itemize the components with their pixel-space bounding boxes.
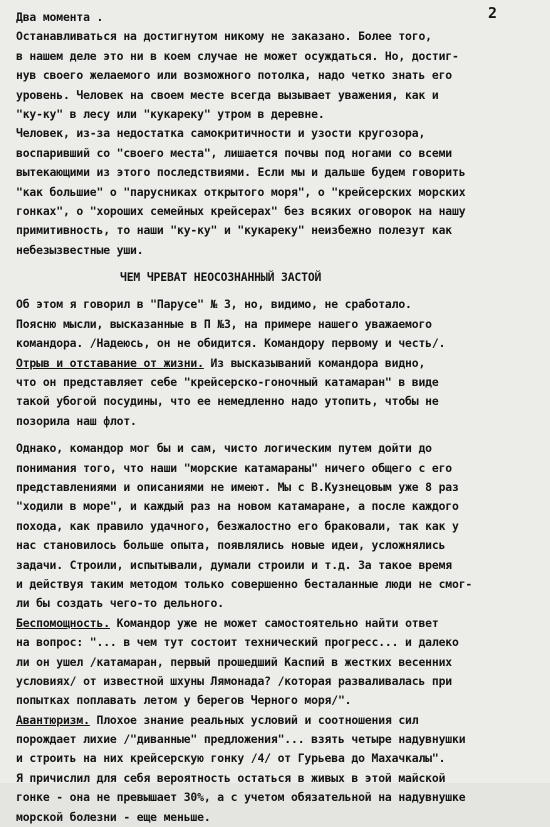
text-line: ли бы создать чего-то дельного. xyxy=(16,596,224,611)
text-line: порождает лихие /"диванные" предложения"... взять четыре надувнушки xyxy=(16,732,466,747)
text-line: воспаривший со "своего места", лишается почвы под ногами со всеми xyxy=(16,145,453,160)
text-line: похода, как правило удачного, безжалостно его браковали, так как у xyxy=(16,518,459,533)
text-line: Человек, из-за недостатка самокритичности и узости кругозора, xyxy=(16,126,426,141)
text-line: представлениями и описаниями не имеют. Мы с В.Кузнецовым уже 8 раз xyxy=(16,479,459,494)
text-line: "ходили в море", и каждый раз на новом катамаране, а после каждого xyxy=(16,499,459,514)
text-line: задачи. Строили, испытывали, думали строили и т.д. За такое время xyxy=(16,557,453,572)
text-line: что он представляет себе "крейсерско-гоночный катамаран" в виде xyxy=(16,375,439,390)
text-line: Два момента . xyxy=(16,10,104,24)
text-line: гонке - она не превышает 30%, а с учетом обязательной на надувнушке xyxy=(16,790,466,805)
text-line xyxy=(16,354,544,373)
text-line: на вопрос: "... в чем тут состоит технический прогресс... и далеко xyxy=(16,635,459,650)
text-line: морской болезни - еще меньше. xyxy=(16,809,211,824)
underlined-term: Отрыв и отставание от жизни. xyxy=(16,355,204,370)
text-line: Поясню мысли, высказанные в П №3, на примере нашего уважаемого xyxy=(16,316,432,331)
text-line: небезызвестные уши. xyxy=(16,242,144,257)
text-line: условиях/ от известной шхуны Лямонада? /которая разваливалась при xyxy=(16,673,453,688)
line-remainder: Из высказываний командора видно, xyxy=(203,355,426,370)
text-line: попытках поплавать летом у берегов Черного моря/". xyxy=(16,693,352,708)
text-line: уровень. Человек на своем месте всегда вызывает уважения, как и xyxy=(16,87,439,102)
underlined-term: Беспомощность. xyxy=(16,615,110,630)
document-body xyxy=(16,8,544,827)
text-line: и действуя таким методом только совершенно бесталанные люди не смог- xyxy=(16,576,473,591)
paragraph-gap xyxy=(16,287,544,295)
text-line: гонках", о "хороших семейных крейсерах" без всяких оговорок на нашу xyxy=(16,203,466,218)
paragraph-gap xyxy=(16,431,544,439)
line-remainder: Плохое знание реальных условий и соотношения сил xyxy=(89,712,419,727)
text-line: "как большие" о "парусниках открытого моря", о "крейсерских морских xyxy=(16,184,466,199)
text-line: Я причислил для себя вероятность остаться в живых в этой майской xyxy=(16,770,446,785)
underlined-term: Авантюризм. xyxy=(16,712,90,727)
text-line: Об этом я говорил в "Парусе" № 3, но, видимо, не сработало. xyxy=(16,297,412,312)
text-line: нув своего желаемого или возможного потолка, надо четко знать его xyxy=(16,68,453,83)
text-line xyxy=(16,614,544,633)
paragraph-gap xyxy=(16,260,544,268)
text-line: нас становилось больше опыта, появлялись новые идеи, усложнялись xyxy=(16,538,446,553)
text-line: позорила наш флот. xyxy=(16,413,137,428)
text-line: и строить на них крейсерскую гонку /4/ от Гурьева до Махачкалы". xyxy=(16,751,446,766)
page-number: 2 xyxy=(488,4,498,22)
text-line: ли он ушел /катамаран, первый прошедший Каспий в жестких весенних xyxy=(16,654,453,669)
text-line: примитивность, то наши "ку-ку" и "кукареку" неизбежно полезут как xyxy=(16,223,453,238)
text-line: понимания того, что наши "морские катамараны" ничего общего с его xyxy=(16,460,453,475)
text-line: такой убогой посудины, что ее немедленно надо утопить, чтобы не xyxy=(16,394,439,409)
text-line: Останавливаться на достигнутом никому не заказано. Более того, xyxy=(16,29,432,44)
text-line xyxy=(16,711,544,730)
text-line: вытекающими из этого последствиями. Если мы и дальше будем говорить xyxy=(16,165,466,180)
section-heading: ЧЕМ ЧРЕВАТ НЕОСОЗНАННЫЙ ЗАСТОЙ xyxy=(120,270,322,285)
line-remainder: Командор уже не может самостоятельно найти ответ xyxy=(109,615,439,630)
text-line: "ку-ку" в лесу или "кукареку" утром в деревне. xyxy=(16,106,325,121)
text-line: командора. /Надеюсь, он не обидится. Командору первому и честь/. xyxy=(16,336,446,351)
text-line: Однако, командор мог бы и сам, чисто логическим путем дойти до xyxy=(16,441,432,456)
text-line: в нашем деле это ни в коем случае не может осуждаться. Но, достиг- xyxy=(16,48,459,63)
